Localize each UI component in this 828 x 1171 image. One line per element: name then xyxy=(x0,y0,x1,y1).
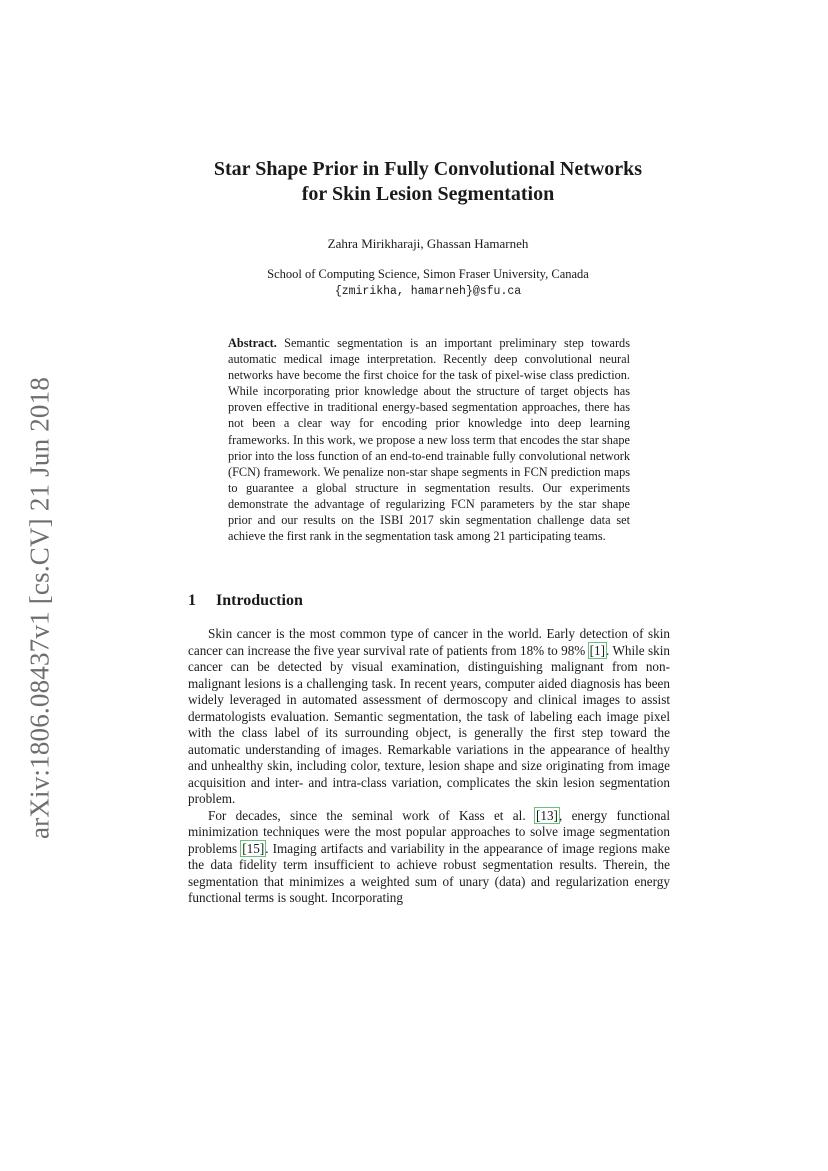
citation-link[interactable]: [13] xyxy=(535,807,558,823)
arxiv-id-text: arXiv:1806.08437v1 [cs.CV] 21 Jun 2018 xyxy=(24,376,55,840)
affiliation xyxy=(150,266,706,300)
introduction-body xyxy=(188,626,670,907)
paragraph-text: , energy functional minimization techniques were the most popular approaches to solve image segmentation problems xyxy=(188,807,671,856)
section-heading xyxy=(188,592,303,610)
section-number: 1 xyxy=(188,592,196,609)
author-list: Zahra Mirikharaji, Ghassan Hamarneh xyxy=(327,236,529,251)
paragraph xyxy=(188,626,670,808)
paragraph-text: For decades, since the seminal work of Kass et al. xyxy=(208,807,535,823)
paragraph-text: . While skin cancer can be detected by visual examination, distinguishing malignant from non-malignant lesions is a challenging task. In recent years, computer aided diagnosis has been widely leveraged in automated assessment of dermoscopy and clinical images to assist dermatologists evaluation. Semantic segmentation, the task of labeling each image pixel with the class label of its surrounding object, is generally the first step toward the automatic understanding of images. Remarkable variations in the appearance of healthy and unhealthy skin, including color, texture, lesion shape and size originating from image acquisition and inter- and intra-class variation, complicates the skin lesion segmentation problem. xyxy=(188,642,671,806)
abstract-block xyxy=(228,335,630,544)
paragraph-text: . Imaging artifacts and variability in the appearance of image regions make the data fidelity term insufficient to achieve robust segmentation results. Therein, the segmentation that minimizes a weighted sum of unary (data) and regularization energy functional terms is sought. Incorporating xyxy=(188,840,670,905)
institution: School of Computing Science, Simon Fraser University, Canada xyxy=(267,267,589,281)
author-email: {zmirikha, hamarneh}@sfu.ca xyxy=(334,285,522,298)
abstract-text: Semantic segmentation is an important preliminary step towards automatic medical image interpretation. Recently deep convolutional neural networks have become the first choice for the task of pixel-wise class prediction. While incorporating prior knowledge about the structure of target objects has proven effective in traditional energy-based segmentation approaches, there has not been a clear way for encoding prior knowledge into deep learning frameworks. In this work, we propose a new loss term that encodes the star shape prior into the loss function of an end-to-end trainable fully convolutional network (FCN) framework. We penalize non-star shape segments in FCN prediction maps to guarantee a global structure in segmentation results. Our experiments demonstrate the advantage of regularizing FCN parameters by the star shape prior and our results on the ISBI 2017 skin segmentation challenge data set achieve the first rank in the segmentation task among 21 participating teams. xyxy=(228,336,630,544)
title-line-1: Star Shape Prior in Fully Convolutional Networks xyxy=(213,158,643,180)
paragraph xyxy=(188,808,670,907)
abstract-label: Abstract. xyxy=(228,336,277,350)
paragraph-text: Skin cancer is the most common type of cancer in the world. Early detection of skin cancer can increase the five year survival rate of patients from 18% to 98% xyxy=(188,626,670,658)
section-title: Introduction xyxy=(216,592,303,609)
title-line-2: for Skin Lesion Segmentation xyxy=(301,183,555,205)
citation-link[interactable]: [15] xyxy=(242,840,265,856)
citation-link[interactable]: [1] xyxy=(589,642,606,658)
paper-title xyxy=(150,157,706,207)
arxiv-sidebar-identifier xyxy=(20,368,60,848)
